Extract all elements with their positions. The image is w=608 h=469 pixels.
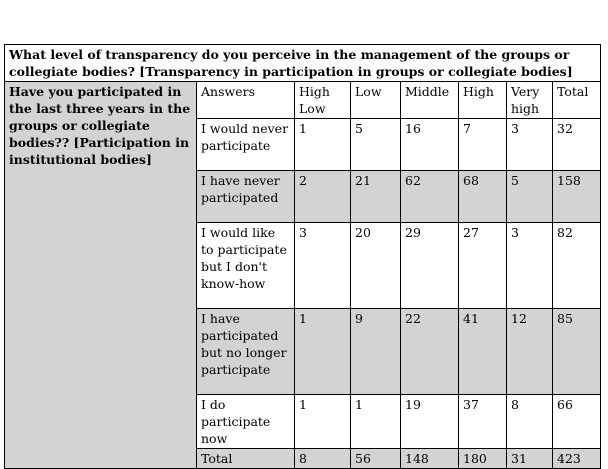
- table-cell: 1: [295, 309, 351, 395]
- table-title: What level of transparency do you perceive in the management of the groups or collegiate bodies? [Transparency in participation in groups or collegiate bodies]: [5, 45, 601, 82]
- table-cell: 8: [507, 395, 553, 449]
- table-cell: 19: [401, 395, 459, 449]
- table-cell: 66: [553, 395, 601, 449]
- table-cell: 16: [401, 119, 459, 171]
- table-cell: 158: [553, 171, 601, 223]
- column-header: Low: [351, 82, 401, 119]
- table-cell: 41: [459, 309, 507, 395]
- column-header: Total: [553, 82, 601, 119]
- table-cell: 21: [351, 171, 401, 223]
- table-cell: 5: [507, 171, 553, 223]
- table-cell: 32: [553, 119, 601, 171]
- table-cell: 37: [459, 395, 507, 449]
- column-header: High: [459, 82, 507, 119]
- row-variable-header: Have you participated in the last three years in the groups or collegiate bodies?? [Participation in institutional bodies]: [5, 82, 197, 469]
- table-cell: 82: [553, 223, 601, 309]
- table-cell: 3: [295, 223, 351, 309]
- table-cell: 85: [553, 309, 601, 395]
- row-label: I do participate now: [197, 395, 295, 449]
- column-header: High Low: [295, 82, 351, 119]
- row-label: I would like to participate but I don't know-how: [197, 223, 295, 309]
- table-cell: 2: [295, 171, 351, 223]
- table-cell: 180: [459, 449, 507, 469]
- table-cell: 22: [401, 309, 459, 395]
- table-cell: 423: [553, 449, 601, 469]
- table-cell: 62: [401, 171, 459, 223]
- table-cell: 56: [351, 449, 401, 469]
- row-label: Total: [197, 449, 295, 469]
- crosstab-table: [4, 44, 601, 469]
- table-cell: 12: [507, 309, 553, 395]
- column-header: Middle: [401, 82, 459, 119]
- table-cell: 3: [507, 119, 553, 171]
- column-header: Answers: [197, 82, 295, 119]
- table-cell: 20: [351, 223, 401, 309]
- table-cell: 1: [295, 395, 351, 449]
- table-cell: 27: [459, 223, 507, 309]
- row-label: I would never participate: [197, 119, 295, 171]
- table-cell: 29: [401, 223, 459, 309]
- column-header: Very high: [507, 82, 553, 119]
- row-label: I have never participated: [197, 171, 295, 223]
- row-label: I have participated but no longer participate: [197, 309, 295, 395]
- table-cell: 68: [459, 171, 507, 223]
- table-cell: 148: [401, 449, 459, 469]
- table-cell: 1: [351, 395, 401, 449]
- table-cell: 9: [351, 309, 401, 395]
- table-cell: 5: [351, 119, 401, 171]
- table-cell: 1: [295, 119, 351, 171]
- table-cell: 7: [459, 119, 507, 171]
- table-cell: 3: [507, 223, 553, 309]
- title-row: [5, 45, 601, 82]
- table-cell: 31: [507, 449, 553, 469]
- table-cell: 8: [295, 449, 351, 469]
- header-row: [5, 82, 601, 119]
